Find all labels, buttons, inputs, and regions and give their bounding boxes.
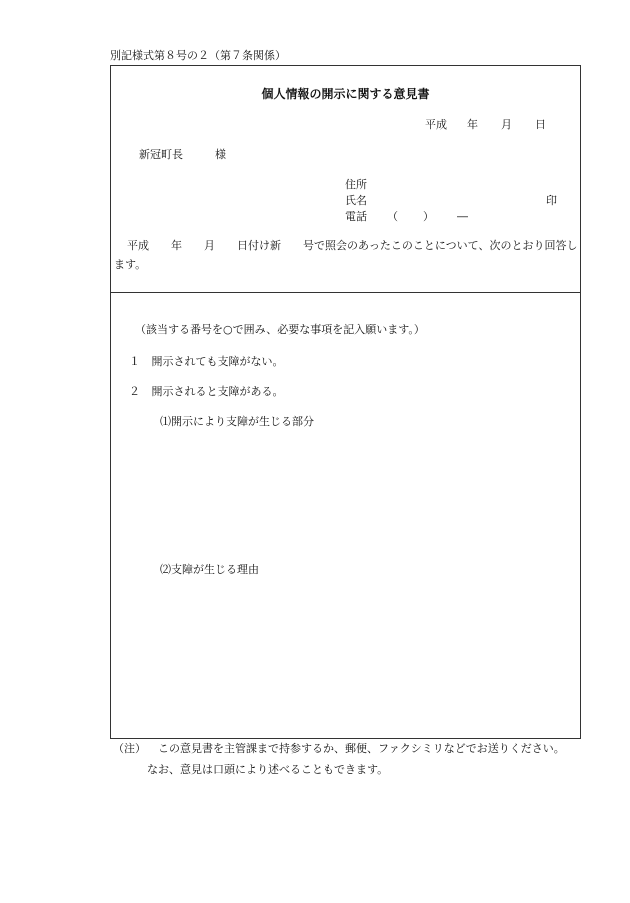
sub-item-affected-part: ⑴開示により支障が生じる部分 — [160, 415, 314, 428]
reply-text-line2: ます。 — [114, 258, 147, 271]
date-month: 月 — [501, 118, 512, 131]
option-item — [129, 355, 284, 368]
form-number: 別記様式第８号の２（第７条関係） — [110, 49, 286, 62]
recipient-name: 新冠町長 — [139, 148, 183, 161]
notes-line1: この意見書を主管課まで持参するか、郵便、ファクシミリなどでお送りください。 — [158, 742, 565, 755]
sub-item-reason: ⑵支障が生じる理由 — [160, 563, 259, 576]
option-item — [129, 385, 284, 398]
section-divider — [111, 292, 580, 293]
instruction-text: （該当する番号を○で囲み、必要な事項を記入願います。） — [135, 323, 425, 336]
respondent-block — [111, 178, 582, 226]
notes-label: （注） — [113, 742, 146, 755]
date-year: 年 — [467, 118, 478, 131]
phone-close-paren: ） — [423, 210, 434, 223]
option-number: ２ — [129, 385, 140, 398]
name-label: 氏名 — [345, 194, 367, 207]
seal-mark: 印 — [546, 194, 557, 207]
recipient-honorific: 様 — [215, 148, 226, 161]
opinion-form — [110, 65, 581, 739]
date-era: 平成 — [425, 118, 447, 131]
date-line — [111, 118, 582, 132]
reply-text-line1: 平成 年 月 日付け新 号で照会のあったこのことについて、次のとおり回答し — [127, 239, 578, 252]
form-title: 個人情報の開示に関する意見書 — [261, 87, 430, 101]
phone-dash: ― — [457, 210, 468, 223]
phone-label: 電話 — [345, 210, 367, 223]
phone-open-paren: （ — [387, 210, 398, 223]
notes-line2: なお、意見は口頭により述べることもできます。 — [147, 763, 389, 776]
option-text: 開示されると支障がある。 — [151, 385, 284, 398]
date-day: 日 — [535, 118, 546, 131]
option-number: １ — [129, 355, 140, 368]
address-label: 住所 — [345, 178, 367, 191]
option-text: 開示されても支障がない。 — [151, 355, 284, 368]
